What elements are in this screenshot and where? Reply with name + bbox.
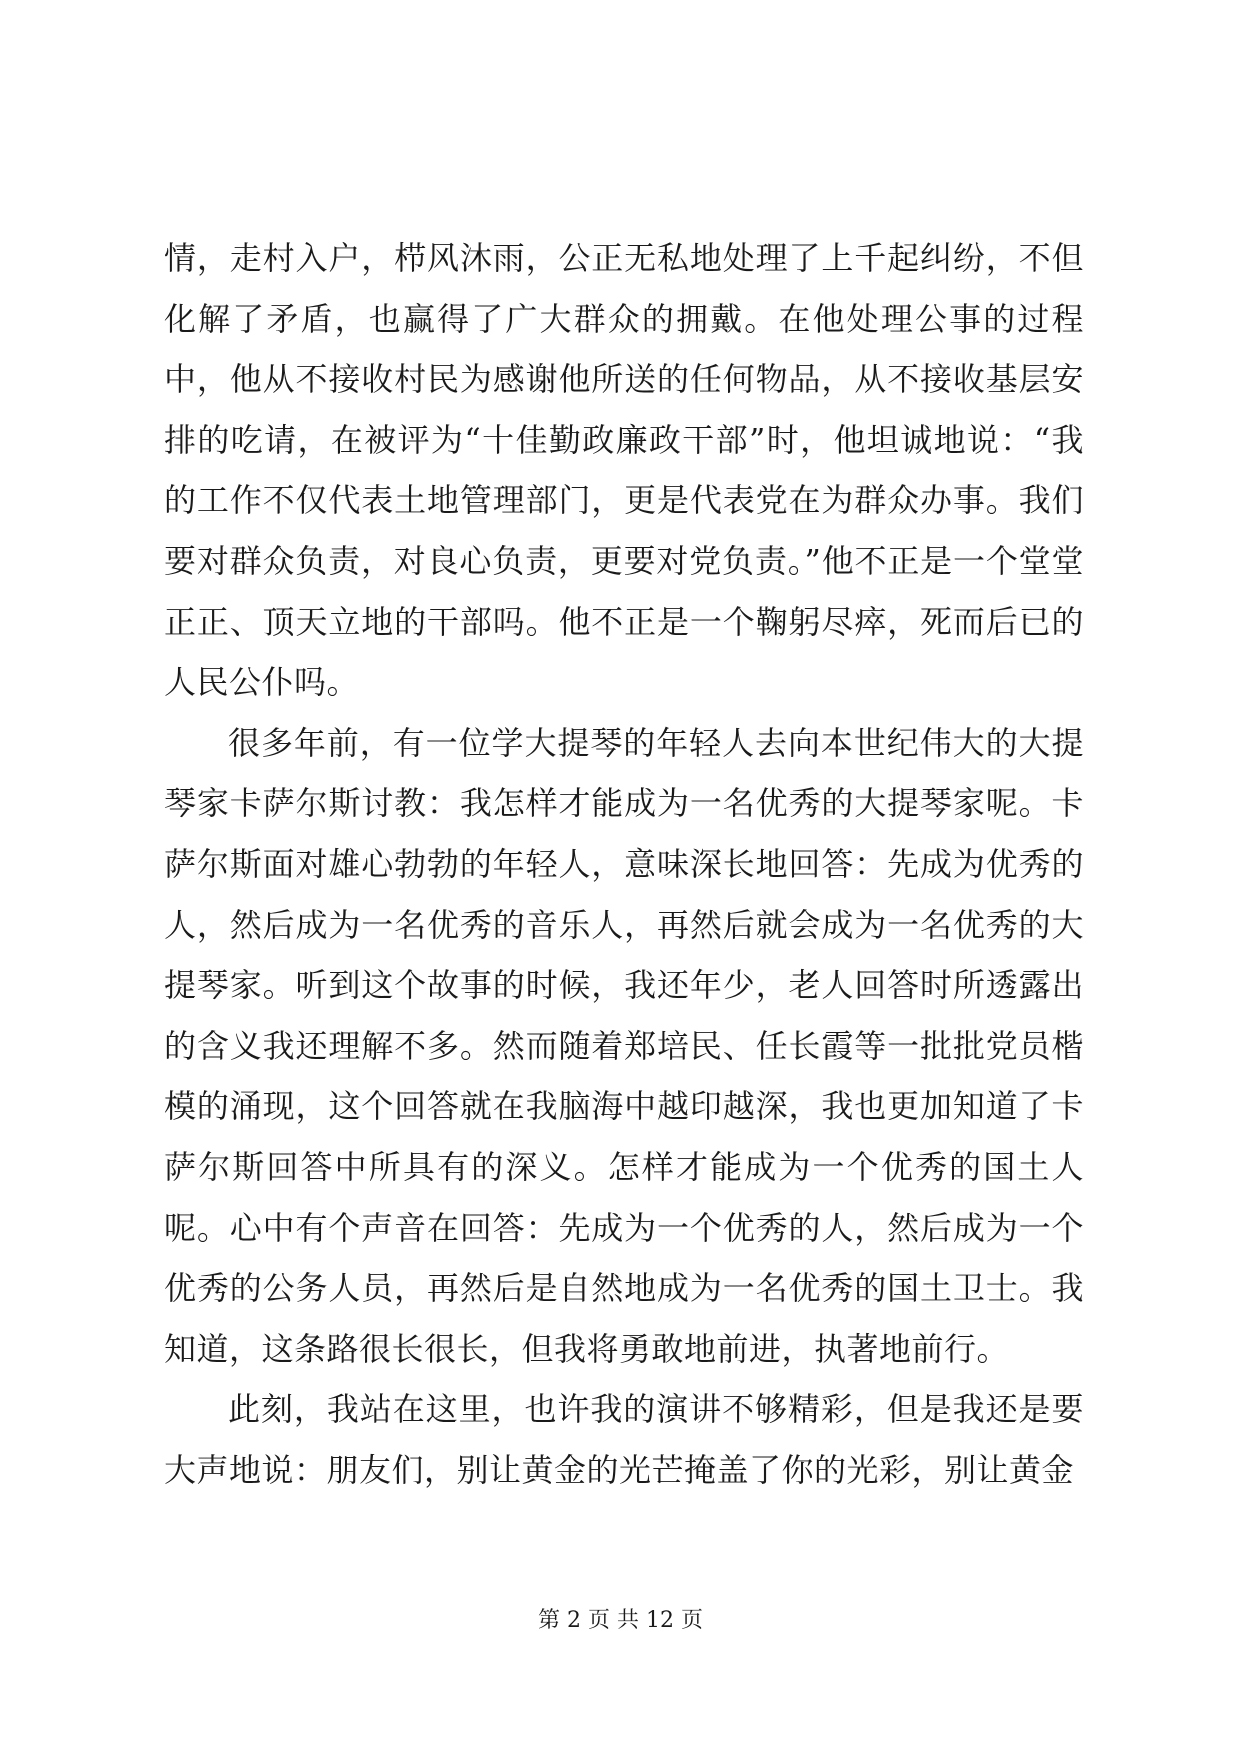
paragraph-1: 情，走村入户，栉风沐雨，公正无私地处理了上千起纠纷，不但化解了矛盾，也赢得了广大群众的拥戴。在他处理公事的过程中，他从不接收村民为感谢他所送的任何物品，从不接收基层安排的吃请，在被评为“十佳勤政廉政干部”时，他坦诚地说：“我的工作不仅代表土地管理部门，更是代表党在为群众办事。我们要对群众负责，对良心负责，更要对党负责。”他不正是一个堂堂正正、顶天立地的干部吗。他不正是一个鞠躬尽瘁，死而后已的人民公仆吗。 — [164, 239, 1084, 702]
page-number: 第 2 页 共 12 页 — [538, 1608, 703, 1633]
body-text — [164, 228, 1084, 1500]
paragraph-3: 此刻，我站在这里，也许我的演讲不够精彩，但是我还是要大声地说：朋友们，别让黄金的光芒掩盖了你的光彩，别让黄金 — [164, 1390, 1084, 1489]
paragraph-2: 很多年前，有一位学大提琴的年轻人去向本世纪伟大的大提琴家卡萨尔斯讨教：我怎样才能成为一名优秀的大提琴家呢。卡萨尔斯面对雄心勃勃的年轻人，意味深长地回答：先成为优秀的人，然后成为一名优秀的音乐人，再然后就会成为一名优秀的大提琴家。听到这个故事的时候，我还年少，老人回答时所透露出的含义我还理解不多。然而随着郑培民、任长霞等一批批党员楷模的涌现，这个回答就在我脑海中越印越深，我也更加知道了卡萨尔斯回答中所具有的深义。怎样才能成为一个优秀的国土人呢。心中有个声音在回答：先成为一个优秀的人，然后成为一个优秀的公务人员，再然后是自然地成为一名优秀的国土卫士。我知道，这条路很长很长，但我将勇敢地前进，执著地前行。 — [164, 723, 1084, 1368]
page-footer — [0, 1606, 1241, 1636]
